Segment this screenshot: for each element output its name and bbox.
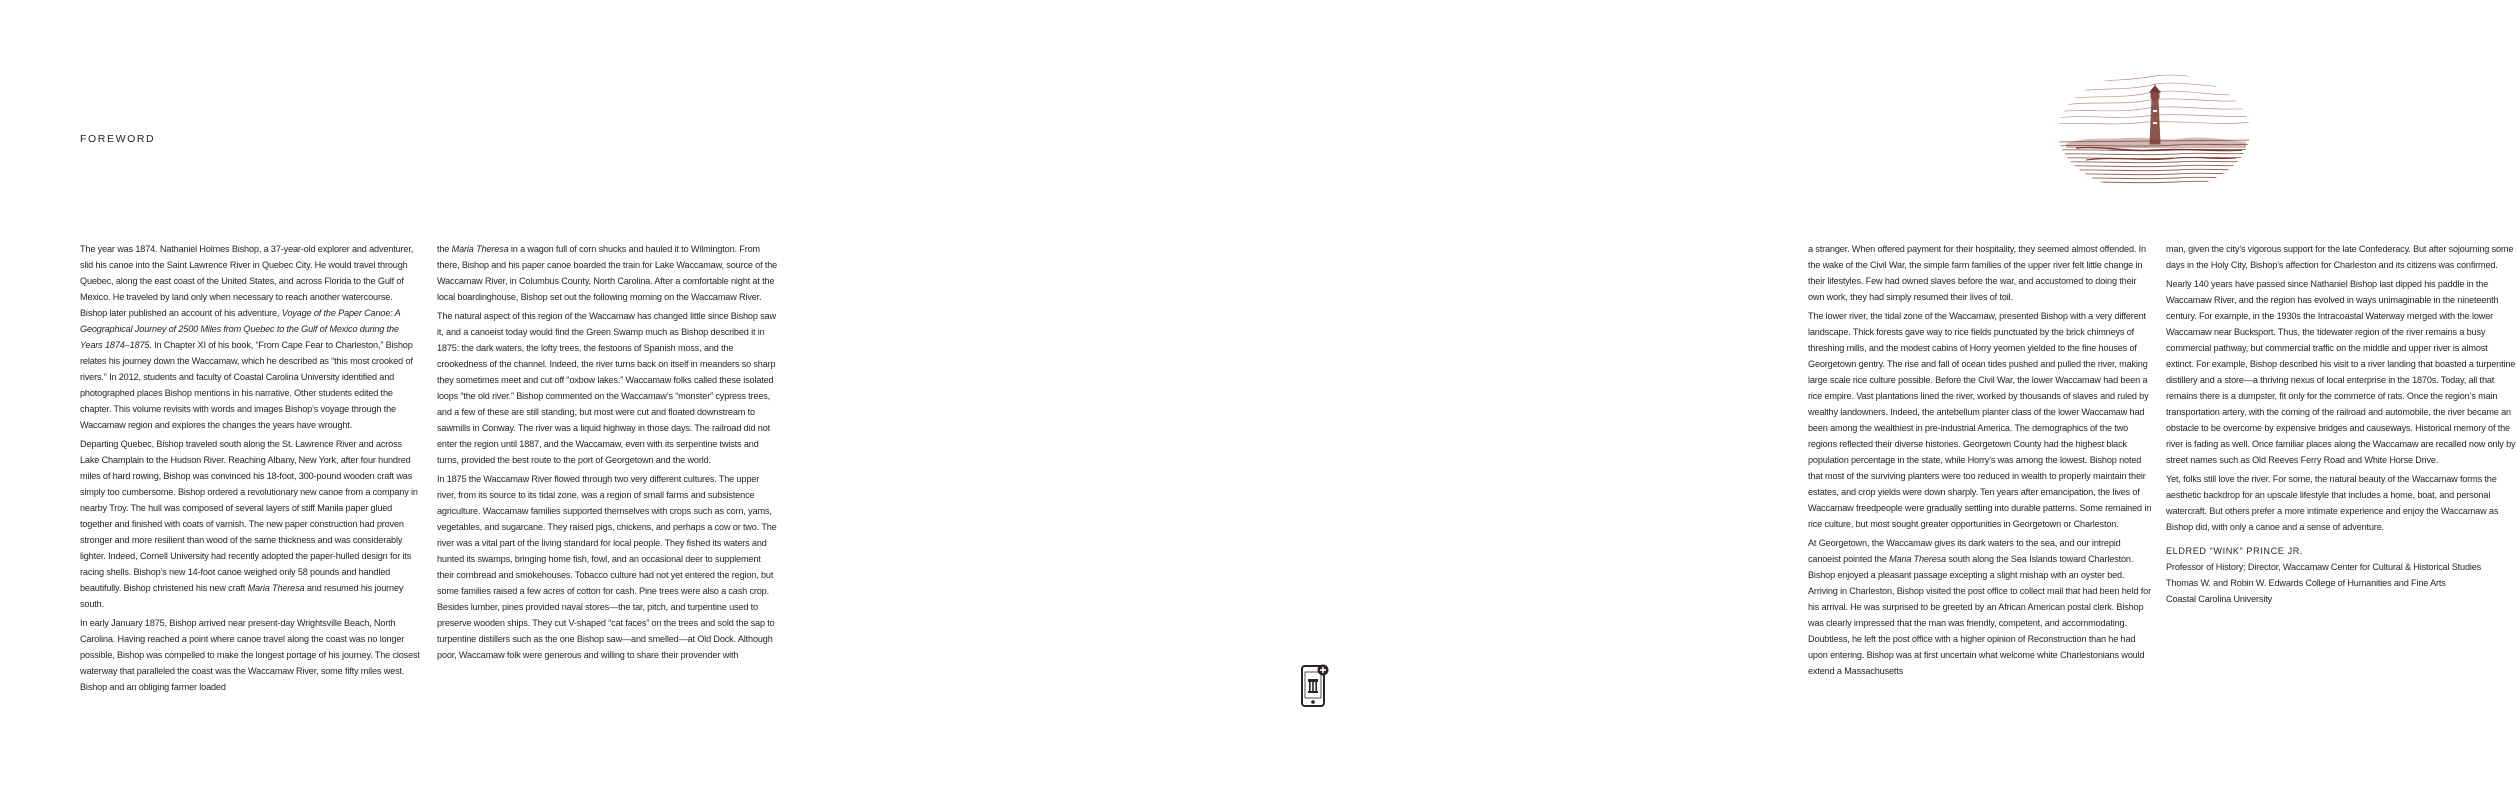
page-title: FOREWORD [80,133,156,145]
paragraph: The lower river, the tidal zone of the Waccamaw, presented Bishop with a very different landscape. Thick forests gave way to rice fields punctuated by the brick chimneys of threshing mills, and the modest cabins of Horry yeomen yielded to the fine houses of Georgetown gentry. The rise and fall of ocean tides pushed and pulled the river, making large scale rice culture possible. Before the Civil War, the lower Waccamaw had been a rice empire. Vast plantations lined the river, worked by thousands of slaves and ruled by wealthy landowners. Indeed, the antebellum planter class of the lower Waccamaw had been among the wealthiest in pre-industrial America. The demographics of the two regions reflected their diverse histories. Georgetown County had the highest black population percentage in the state, while Horry’s was among the lowest. Bishop noted that most of the surviving planters were too reduced in wealth to properly maintain their estates, and crop yields were down sharply. Ten years after emancipation, the lives of Waccamaw freedpeople were gradually settling into durable patterns. Some remained in rice culture, but most sought greater opportunities in Georgetown or Charleston. [1808,311,2152,529]
paragraph: Nearly 140 years have passed since Nathaniel Bishop last dipped his paddle in the Waccamaw River, and the region has evolved in ways unimaginable in the nineteenth century. For example, in the 1930s the Intracoastal Waterway merged with the lower Waccamaw near Bucksport. Thus, the tidewater region of the river remains a busy commercial pathway, but commercial traffic on the middle and upper river is almost extinct. For example, Bishop described his visit to a river landing that boasted a turpentine distillery and a store—a thriving nexus of local enterprise in the 1870s. Today, all that remains there is a dumpster, fit only for the commerce of rats. Once the region’s main transportation artery, with the coming of the railroad and automobile, the river became an obstacle to be overcome by expensive bridges and causeways. Historical memory of the river is fading as well. Once familiar places along the Waccamaw are recalled now only by street names such as Old Reeves Ferry Road and White Horse Drive. [2166,279,2516,465]
text-column-3 [1808,241,2152,682]
right-page [864,0,2516,792]
signature-name: ELDRED “WINK” PRINCE JR. [2166,546,2304,556]
text-column-4 [2166,241,2516,607]
mobile-app-icon[interactable] [1301,663,1329,709]
paragraph: The year was 1874. Nathaniel Holmes Bishop, a 37-year-old explorer and adventurer, slid his canoe into the Saint Lawrence River in Quebec City. He would travel through Quebec, along the east coast of the United States, and across Florida to the Gulf of Mexico. He traveled by land only when necessary to reach another watercourse. Bishop later published an account of his adventure, Voyage of the Paper Canoe: A Geographical Journey of 2500 Miles from Quebec to the Gulf of Mexico during the Years 1874–1875. In Chapter XI of his book, “From Cape Fear to Charleston,” Bishop relates his journey down the Waccamaw, which he described as “this most crooked of rivers.” In 2012, students and faculty of Coastal Carolina University identified and photographed places Bishop mentions in his narrative. Other students edited the chapter. This volume revisits with words and images Bishop’s voyage through the Waccamaw region and explores the changes the years have wrought. [80,244,414,430]
paragraph: a stranger. When offered payment for their hospitality, they seemed almost offended. In the wake of the Civil War, the simple farm families of the upper river felt little change in their lifestyles. Few had owned slaves before the war, and accustomed to doing their own work, they had simply resumed their lives of toil. [1808,244,2146,302]
paragraph: Yet, folks still love the river. For some, the natural beauty of the Waccamaw forms the aesthetic backdrop for an upscale lifestyle that includes a home, boat, and personal watercraft. But others prefer a more intimate experience and enjoy the Waccamaw as Bishop did, with only a canoe and a sense of adventure. [2166,474,2499,532]
paragraph: At Georgetown, the Waccamaw gives its dark waters to the sea, and our intrepid canoeist pointed the Maria Theresa south along the Sea Islands toward Charleston. Bishop enjoyed a pleasant passage excepting a slight mishap with an oyster bed. Arriving in Charleston, Bishop visited the post office to collect mail that had been held for his arrival. He was surprised to be greeted by an African American postal clerk. Bishop was clearly impressed that the man was friendly, competent, and accommodating. Doubtless, he left the post office with a higher opinion of Reconstruction than he had upon entering. Bishop was at first uncertain what welcome white Charlestonians would extend a Massachusetts [1808,538,2151,676]
text-column-1 [80,241,420,698]
signature-university: Coastal Carolina University [2166,594,2272,604]
text-column-2 [437,241,779,666]
paragraph: In 1875 the Waccamaw River flowed through two very different cultures. The upper river, from its source to its tidal zone, was a region of small farms and subsistence agriculture. Waccamaw families supported themselves with crops such as corn, yams, vegetables, and sugarcane. They raised pigs, chickens, and perhaps a cow or two. The river was a vital part of the living standard for local people. They fished its waters and hunted its swamps, bringing home fish, fowl, and an occasional deer to supplement their cornbread and smokehouses. Tobacco culture had not yet entered the region, but some families raised a few acres of cotton for cash. Pine trees were also a cash crop. Besides lumber, pines provided naval stores—the tar, pitch, and turpentine used to preserve wooden ships. They cut V-shaped “cat faces” on the trees and sold the sap to turpentine distillers such as the one Bishop saw—and smelled—at Old Dock. Although poor, Waccamaw folk were generous and willing to share their provender with [437,474,777,660]
paragraph: the Maria Theresa in a wagon full of corn shucks and hauled it to Wilmington. From there, Bishop and his paper canoe boarded the train for Lake Waccamaw, source of the Waccamaw River, in Columbus County, North Carolina. After a comfortable night at the local boardinghouse, Bishop set out the following morning on the Waccamaw River. [437,244,778,302]
signature-title: Professor of History; Director, Waccamaw Center for Cultural & Historical Studies [2166,562,2482,572]
paragraph: man, given the city’s vigorous support for the late Confederacy. But after sojourning some days in the Holy City, Bishop’s affection for Charleston and its citizens was confirmed. [2166,244,2514,270]
paragraph: In early January 1875, Bishop arrived near present-day Wrightsville Beach, North Carolina. Having reached a point where canoe travel along the coast was no longer possible, Bishop was compelled to make the longest portage of his journey. The closest waterway that paralleled the coast was the Waccamaw River, some fifty miles west. Bishop and an obliging farmer loaded [80,618,420,692]
signature-college: Thomas W. and Robin W. Edwards College of Humanities and Fine Arts [2166,578,2446,588]
paragraph: Departing Quebec, Bishop traveled south along the St. Lawrence River and across Lake Champlain to the Hudson River. Reaching Albany, New York, after four hundred miles of hard rowing, Bishop was convinced his 18-foot, 300-pound wooden craft was simply too cumbersome. Bishop ordered a revolutionary new canoe from a company in nearby Troy. The hull was composed of several layers of stiff Manila paper glued together and finished with coats of varnish. The new paper construction had proven stronger and more resilient than wood of the same thickness and was considerably lighter. Indeed, Cornell University had recently adopted the paper-hulled design for its racing shells. Bishop’s new 14-foot canoe weighed only 58 pounds and handled beautifully. Bishop christened his new craft Maria Theresa and resumed his journey south. [80,439,418,609]
lighthouse-engraving-icon [2056,70,2252,194]
paragraph: The natural aspect of this region of the Waccamaw has changed little since Bishop saw it, and a canoeist today would find the Green Swamp much as Bishop described it in 1875: the dark waters, the lofty trees, the festoons of Spanish moss, and the crookedness of the channel. Indeed, the river turns back on itself in meanders so sharp they sometimes meet and cut off “oxbow lakes.” Waccamaw folks called these isolated loops “the old river.” Bishop commented on the Waccamaw’s “monster” cypress trees, and a few of these are still standing, but most were cut and floated downstream to sawmills in Conway. The river was a liquid highway in those days. The railroad did not enter the region until 1887, and the Waccamaw, even with its serpentine twists and turns, provided the best route to the port of Georgetown and the world. [437,311,776,465]
left-page [0,0,864,792]
